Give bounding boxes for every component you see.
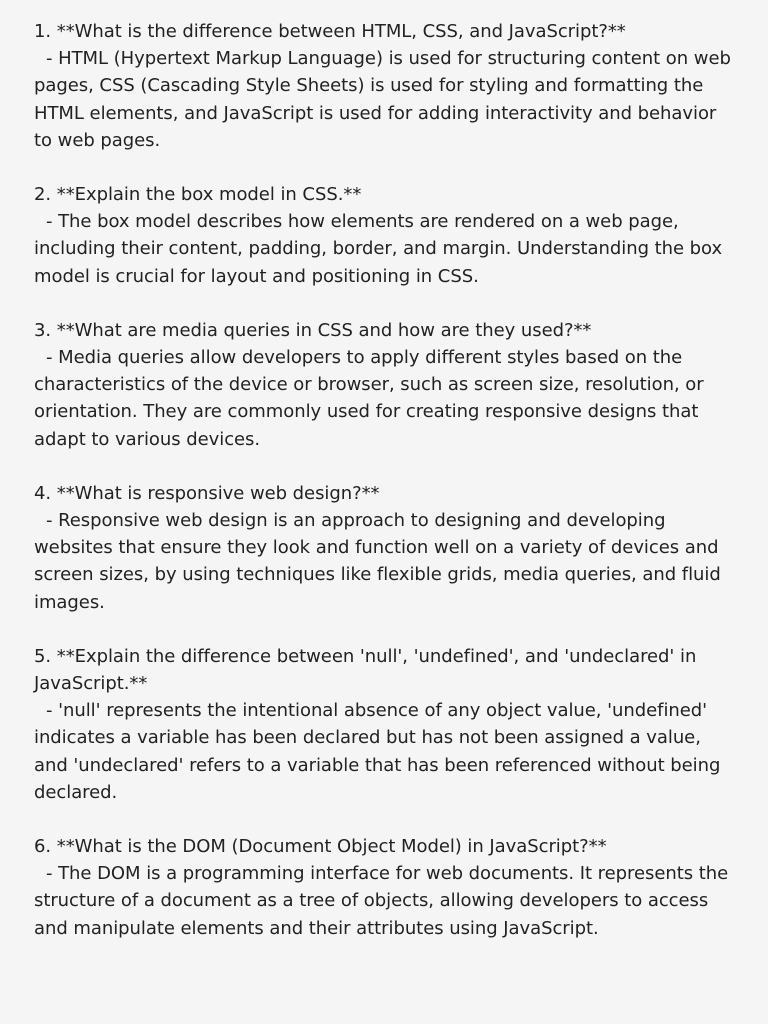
answer-text: - The DOM is a programming interface for web documents. It represents the structure of a document as a tree of objects, allowing developers to access and manipulate elements and their attributes using JavaScript. xyxy=(34,863,734,939)
question-text: 6. **What is the DOM (Document Object Model) in JavaScript?** xyxy=(34,836,607,858)
qa-item-responsive-design xyxy=(34,480,734,616)
answer-text: - Media queries allow developers to apply different styles based on the characteristics of the device or browser, such as screen size, resolution, or orientation. They are commonly used for creating responsive designs that adapt to various devices. xyxy=(34,347,710,450)
answer-text: - The box model describes how elements are rendered on a web page, including their content, padding, border, and margin. Understanding the box model is crucial for layout and positioning in CSS. xyxy=(34,211,728,287)
answer-text: - HTML (Hypertext Markup Language) is used for structuring content on web pages, CSS (Cascading Style Sheets) is used for styling and formatting the HTML elements, and JavaScript is used for adding interactivity and behavior to web pages. xyxy=(34,48,737,151)
qa-item-dom xyxy=(34,833,734,942)
qa-item-html-css-js xyxy=(34,18,737,154)
question-text: 5. **Explain the difference between 'null', 'undefined', and 'undeclared' in JavaScript.** xyxy=(34,645,702,695)
question-text: 1. **What is the difference between HTML, CSS, and JavaScript?** xyxy=(34,21,626,42)
qa-item-null-undefined-undeclared xyxy=(34,643,734,806)
qa-item-media-queries xyxy=(34,317,734,453)
question-text: 3. **What are media queries in CSS and how are they used?** xyxy=(34,319,592,341)
answer-text: - Responsive web design is an approach to designing and developing websites that ensure they look and function well on a variety of devices and screen sizes, by using techniques like flexible grids, media queries, and fluid images. xyxy=(34,510,727,613)
qa-item-box-model xyxy=(34,181,734,290)
answer-text: - 'null' represents the intentional absence of any object value, 'undefined' indicates a variable has been declared but has not been assigned a value, and 'undeclared' refers to a variable that has been referenced without being declared. xyxy=(34,700,727,803)
question-text: 4. **What is responsive web design?** xyxy=(34,482,380,504)
question-text: 2. **Explain the box model in CSS.** xyxy=(34,184,362,206)
